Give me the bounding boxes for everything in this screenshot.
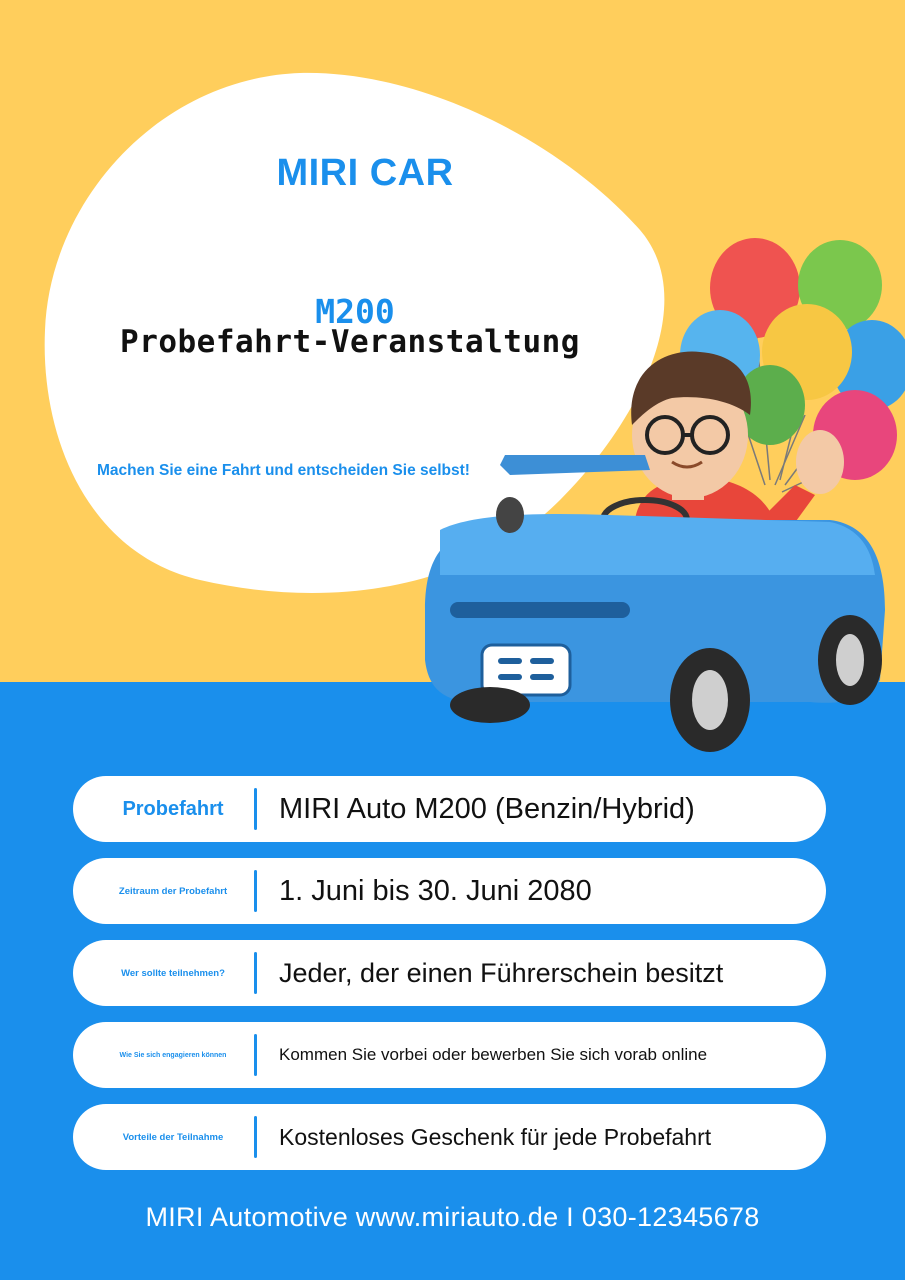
row-divider (254, 1116, 257, 1158)
row-divider (254, 1034, 257, 1076)
row-label: Wie Sie sich engagieren können (119, 1051, 227, 1059)
brand-title: MIRI CAR (276, 152, 454, 194)
footer-contact: MIRI Automotive www.miriauto.de I 030-12345678 (145, 1202, 760, 1232)
man-waving-in-blue-car-with-balloons-icon (410, 230, 905, 760)
info-row-test-drive (73, 776, 826, 842)
info-rows (73, 776, 826, 1186)
row-label: Zeitraum der Probefahrt (118, 885, 228, 897)
row-divider (254, 870, 257, 912)
row-value: MIRI Auto M200 (Benzin/Hybrid) (279, 792, 695, 825)
row-label: Probefahrt (122, 797, 224, 820)
event-title: Probefahrt-Veranstaltung (120, 324, 580, 360)
info-row-benefits (73, 1104, 826, 1170)
tagline: Machen Sie eine Fahrt und entscheiden Sie selbst! (97, 462, 470, 479)
row-divider (254, 952, 257, 994)
row-value: 1. Juni bis 30. Juni 2080 (279, 874, 592, 907)
row-label: Wer sollte teilnehmen? (121, 967, 225, 979)
info-row-period (73, 858, 826, 924)
row-divider (254, 788, 257, 830)
row-value: Kommen Sie vorbei oder bewerben Sie sich vorab online (279, 1045, 708, 1064)
row-value: Jeder, der einen Führerschein besitzt (279, 957, 724, 988)
row-value: Kostenloses Geschenk für jede Probefahrt (279, 1123, 712, 1150)
info-row-how-to-join (73, 1022, 826, 1088)
row-label: Vorteile der Teilnahme (122, 1131, 224, 1143)
model-title: M200 (315, 292, 395, 331)
info-row-participants (73, 940, 826, 1006)
